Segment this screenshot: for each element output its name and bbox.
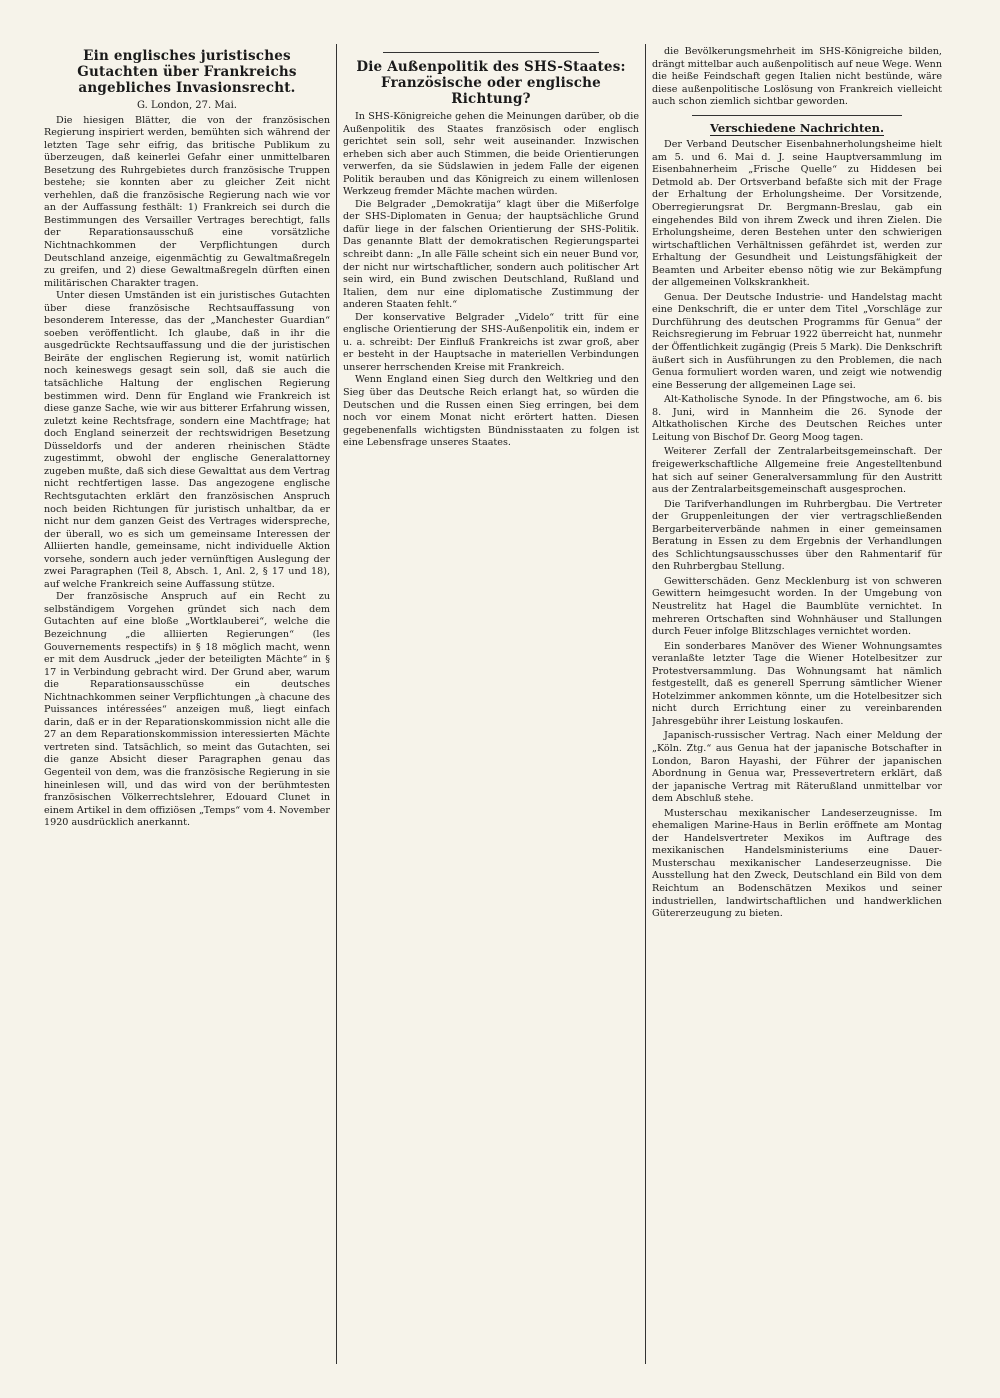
news-item: Musterschau mexikanischer Landeserzeugnisse. Im ehemaligen Marine-Haus in Berlin eröffnete am Montag der Handelsvertreter Mexikos im Auftrage des mexikanischen Handelsministeriums eine Dauer-Musterschau mexikanischer Landeserzeugnisse. Die Ausstellung hat den Zweck, Deutschland ein Bild von dem Reichtum an Bodenschätzen Mexikos und seiner industriellen, landwirtschaftlichen und handwerklichen Gütererzeugung zu bieten. bbox=[652, 807, 942, 920]
column-rule bbox=[645, 44, 646, 1364]
column-3 bbox=[652, 46, 942, 1366]
paragraph: Die Belgrader „Demokratija“ klagt über die Mißerfolge der SHS-Diplomaten in Genua; der hauptsächliche Grund dafür liege in der falschen Orientierung der SHS-Politik. Das genannte Blatt der demokratischen Regierungspartei schreibt dann: „In alle Fälle scheint sich ein neuer Bund vor, der nicht nur wirtschaftlicher, sondern auch politischer Art sein wird, ein Bund zwischen Deutschland, Rußland und Italien, dem nur eine diplomatische Zustimmung der anderen Staaten fehlt.“ bbox=[343, 198, 639, 311]
paragraph: die Bevölkerungsmehrheit im SHS-Königreiche bilden, drängt mittelbar auch außenpolitisch auf neue Wege. Wenn die heiße Feindschaft gegen Italien nicht bestünde, wäre diese außenpolitische Loslösung von Frankreich vielleicht auch schon ziemlich sichtbar geworden. bbox=[652, 46, 942, 108]
paragraph: In SHS-Königreiche gehen die Meinungen darüber, ob die Außenpolitik des Staates französisch oder englisch gerichtet sein soll, sehr weit auseinander. Inzwischen erheben sich aber auch Stimmen, die beide Orientierungen verwerfen, da sie Südslawien in jedem Falle der eigenen Politik berauben und das Königreich zu einem willenlosen Werkzeug fremder Mächte machen würden. bbox=[343, 111, 639, 198]
news-item: Japanisch-russischer Vertrag. Nach einer Meldung der „Köln. Ztg.“ aus Genua hat der japanische Botschafter in London, Baron Hayashi, der Führer der japanischen Abordnung in Genua war, Pressevertretern erklärt, daß der japanische Vertrag mit Räterußland unmittelbar vor dem Abschluß stehe. bbox=[652, 730, 942, 805]
dateline: G. London, 27. Mai. bbox=[137, 100, 237, 111]
news-item: Weiterer Zerfall der Zentralarbeitsgemeinschaft. Der freigewerkschaftliche Allgemeine freie Angestelltenbund hat sich auf seiner Generalversammlung für den Austritt aus der Zentralarbeitsgemeinschaft ausgesprochen. bbox=[652, 446, 942, 496]
section-heading bbox=[652, 122, 942, 136]
section-heading-text: Verschiedene Nachrichten. bbox=[710, 120, 884, 135]
news-item: Die Tarifverhandlungen im Ruhrbergbau. Die Vertreter der Gruppenleitungen der vier vertragschließenden Bergarbeiterverbände nahmen in einer gemeinsamen Beratung in Essen zu dem Ergebnis der Verhandlungen des Schlichtungsausschusses über den Rahmentarif für den Ruhrbergbau Stellung. bbox=[652, 498, 942, 573]
news-item: Genua. Der Deutsche Industrie- und Handelstag macht eine Denkschrift, die er unter dem Titel „Vorschläge zur Durchführung des deutschen Programms für Genua“ der Reichsregierung im Februar 1922 überreicht hat, nunmehr der Öffentlichkeit zugängig (Preis 5 Mark). Die Denkschrift äußert sich in Ausführungen zu den Problemen, die nach Genua formuliert worden waren, und zeigt wie notwendig eine Besserung der allgemeinen Lage sei. bbox=[652, 291, 942, 391]
paragraph: Wenn England einen Sieg durch den Weltkrieg und den Sieg über das Deutsche Reich erlangt hat, so würden die Deutschen und die Russen einen Sieg erringen, bei dem noch vor einem Monat nicht erörtert hatten. Diesen gegebenenfalls wichtigsten Bündnisstaaten zu folgen ist eine Lebensfrage unseres Staates. bbox=[343, 374, 639, 449]
paragraph: Die hiesigen Blätter, die von der französischen Regierung inspiriert werden, bemühten sich während der letzten Tage sehr eifrig, das britische Publikum zu überzeugen, daß keinerlei Gefahr einer unmittelbaren Besetzung des Ruhrgebietes durch französische Truppen bestehe; sie konnten aber zu gleicher Zeit nicht verhehlen, daß die französische Regierung nach wie vor an der Auffassung festhält: 1) Frankreich sei durch die Bestimmungen des Versailler Vertrages berechtigt, falls der Reparationsausschuß eine vorsätzliche Nichtnachkommen der Verpflichtungen durch Deutschland anzeige, eigenmächtig zu Gewaltmaßregeln zu greifen, und 2) diese Gewaltmaßregeln dürften einen militärischen Charakter tragen. bbox=[44, 114, 330, 289]
news-item: Ein sonderbares Manöver des Wiener Wohnungsamtes veranlaßte letzter Tage die Wiener Hotelbesitzer zur Protestversammlung. Das Wohnungsamt hat nämlich festgestellt, daß es generell Sperrung sämtlicher Wiener Hotelzimmer ankommen könnte, um die Hotelbesitzer sich nicht durch Errichtung einer zu vereinbarenden Jahresgebühr ihrer Leistung loskaufen. bbox=[652, 640, 942, 727]
paragraph: Der konservative Belgrader „Videlo“ tritt für eine englische Orientierung der SHS-Außenpolitik ein, indem er u. a. schreibt: Der Einfluß Frankreichs ist zwar groß, aber er besteht in der Hauptsache in materiellen Verbindungen unserer herrschenden Kreise mit Frankreich. bbox=[343, 311, 639, 373]
paragraph: Der französische Anspruch auf ein Recht zu selbständigem Vorgehen gründet sich nach dem Gutachten auf eine bloße „Wortklauberei“, welche die Bezeichnung „die alliierten Regierungen“ (les Gouvernements respectifs) in § 18 möglich macht, wenn er mit dem Ausdruck „jeder der beteiligten Mächte“ in § 17 in Verbindung gebracht wird. Der Grund aber, warum die Reparationsausschüsse ein deutsches Nichtnachkommen seiner Verpflichtungen „à chacune des Puissances intéressées“ anzeigen muß, liegt einfach darin, daß er in der Reparationskommission nicht alle die 27 an dem Reparationskommission interessierten Mächte vertreten sind. Tatsächlich, so meint das Gutachten, sei die ganze Absicht dieser Paragraphen genau das Gegenteil von dem, was die französische Regierung in sie hineinlesen will, und das wird von der berühmtesten französischen Völkerrechtslehrer, Edouard Clunet in einem Artikel in dem offiziösen „Temps“ vom 4. November 1920 ausdrücklich anerkannt. bbox=[44, 591, 330, 829]
separator-line bbox=[692, 115, 902, 116]
news-item: Gewitterschäden. Genz Mecklenburg ist von schweren Gewittern heimgesucht worden. In der Umgebung von Neustrelitz hat Hagel die Baumblüte vernichtet. In mehreren Ortschaften sind Wohnhäuser und Stallungen durch Feuer infolge Blitzschlages vernichtet worden. bbox=[652, 575, 942, 638]
paragraph: Unter diesen Umständen ist ein juristisches Gutachten über diese französische Rechtsauffassung von besonderem Interesse, das der „Manchester Guardian“ soeben veröffentlicht. Ich glaube, daß in ihr die ausgedrückte Rechtsauffassung und die der juristischen Beiräte der englischen Regierung ist, womit natürlich noch keineswegs gesagt sein soll, daß sie auch die tatsächliche Haltung der englischen Regierung bestimmen wird. Denn für England wie Frankreich ist diese ganze Sache, wie wir aus bitterer Erfahrung wissen, zuletzt keine Rechtsfrage, sondern eine Machtfrage; hat doch England seinerzeit der rechtswidrigen Besetzung Düsseldorfs und der anderen rheinischen Städte zugestimmt, obwohl der englische Generalattorney zugeben mußte, daß sich diese Gewalttat aus dem Vertrag nicht rechtfertigen lasse. Das angezogene englische Rechtsgutachten erklärt den französischen Anspruch noch beiden Richtungen für juristisch unhaltbar, da er nicht nur dem ganzen Geist des Vertrages widerspreche, der überall, wo es sich um gemeinsame Interessen der Alliierten handle, gemeinsame, nicht individuelle Aktion vorsehe, sondern auch jeder vernünftigen Auslegung der zwei Paragraphen (Teil 8, Absch. 1, Anl. 2, § 17 und 18), auf welche Frankreich seine Auffassung stütze. bbox=[44, 290, 330, 590]
column-1 bbox=[44, 46, 330, 1366]
separator-line bbox=[383, 52, 599, 53]
article-headline: Die Außenpolitik des SHS-Staates: Französische oder englische Richtung? bbox=[356, 59, 626, 107]
article-headline: Ein englisches juristisches Gutachten über Frankreichs angebliches Invasionsrecht. bbox=[77, 48, 297, 96]
column-rule bbox=[336, 44, 337, 1364]
column-2 bbox=[343, 46, 639, 1366]
news-item: Der Verband Deutscher Eisenbahnerholungsheime hielt am 5. und 6. Mai d. J. seine Hauptversammlung im Eisenbahnerheim „Frische Quelle“ zu Hiddesen bei Detmold ab. Der Ortsverband befaßte sich mit der Frage der Erhaltung der Erholungsheime. Der Vorsitzende, Oberregierungsrat Dr. Bergmann-Breslau, gab ein eingehendes Bild von ihrem Zweck und ihren Zielen. Die Erholungsheime, deren Bestehen unter den schwierigen wirtschaftlichen Verhältnissen gefährdet ist, werden zur Erhaltung der Gesundheit und Leistungsfähigkeit der Beamten und Arbeiter ebenso nötig wie zur Bekämpfung der allgemeinen Volkskrankheit. bbox=[652, 139, 942, 289]
news-item: Alt-Katholische Synode. In der Pfingstwoche, am 6. bis 8. Juni, wird in Mannheim die 26. Synode der Altkatholischen Kirche des Deutschen Reiches unter Leitung von Bischof Dr. Georg Moog tagen. bbox=[652, 394, 942, 443]
